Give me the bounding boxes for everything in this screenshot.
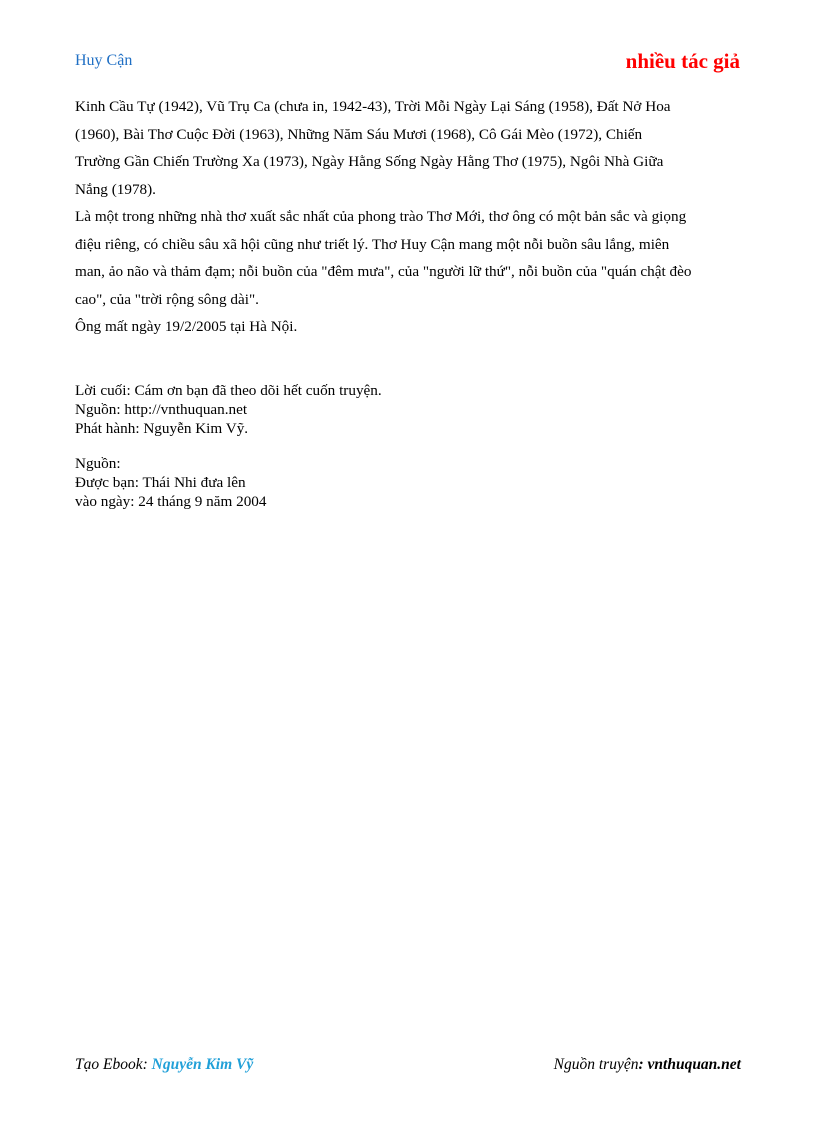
- source-uploader: Được bạn: Thái Nhi đưa lên: [75, 474, 246, 491]
- bio-works-line-3: Trường Gần Chiến Trường Xa (1973), Ngày Hằng Sống Ngày Hằng Thơ (1975), Ngôi Nhà Giữa: [75, 153, 664, 170]
- source-label: Nguồn:: [75, 455, 121, 472]
- biography-text: [75, 93, 745, 341]
- closing-source: Nguồn: http://vnthuquan.net: [75, 401, 248, 418]
- header-author: Huy Cận: [75, 52, 133, 69]
- closing-notes: [75, 381, 382, 438]
- source-date: vào ngày: 24 tháng 9 năm 2004: [75, 493, 267, 510]
- footer-source-separator: :: [638, 1056, 648, 1073]
- bio-death-line: Ông mất ngày 19/2/2005 tại Hà Nội.: [75, 318, 298, 335]
- footer-ebook-label: Tạo Ebook: [75, 1056, 143, 1073]
- footer-ebook-creator-link[interactable]: Nguyễn Kim Vỹ: [151, 1056, 254, 1073]
- footer-story-source: [554, 1056, 741, 1074]
- footer-ebook-separator: :: [142, 1056, 152, 1073]
- bio-works-line-4: Nắng (1978).: [75, 180, 156, 198]
- bio-style-line-2: điệu riêng, có chiều sâu xã hội cũng như triết lý. Thơ Huy Cận mang một nỗi buồn sâu lắng, miên: [75, 235, 670, 253]
- header-collection: nhiều tác giả: [625, 49, 740, 73]
- bio-works-line-1: Kinh Cầu Tự (1942), Vũ Trụ Ca (chưa in, 1942-43), Trời Mỗi Ngày Lại Sáng (1958), Đất Nở Hoa: [75, 98, 671, 115]
- bio-style-line-1: Là một trong những nhà thơ xuất sắc nhất của phong trào Thơ Mới, thơ ông có một bản sắc và giọng: [75, 208, 687, 225]
- source-info: [75, 454, 267, 511]
- footer-source-label: Nguồn truyện: [553, 1056, 639, 1073]
- closing-thanks: Lời cuối: Cám ơn bạn đã theo dõi hết cuốn truyện.: [75, 382, 382, 399]
- bio-works-line-2: (1960), Bài Thơ Cuộc Đời (1963), Những Năm Sáu Mươi (1968), Cô Gái Mèo (1972), Chiến: [75, 125, 643, 143]
- bio-style-line-3: man, ảo não và thảm đạm; nỗi buồn của "đêm mưa", của "người lữ thứ", nỗi buồn của "quán chật đèo: [75, 263, 692, 280]
- footer-ebook-credit: [75, 1056, 253, 1074]
- footer-source-site[interactable]: vnthuquan.net: [647, 1056, 741, 1073]
- bio-style-line-4: cao", của "trời rộng sông dài".: [75, 290, 259, 308]
- closing-publisher: Phát hành: Nguyễn Kim Vỹ.: [75, 420, 249, 437]
